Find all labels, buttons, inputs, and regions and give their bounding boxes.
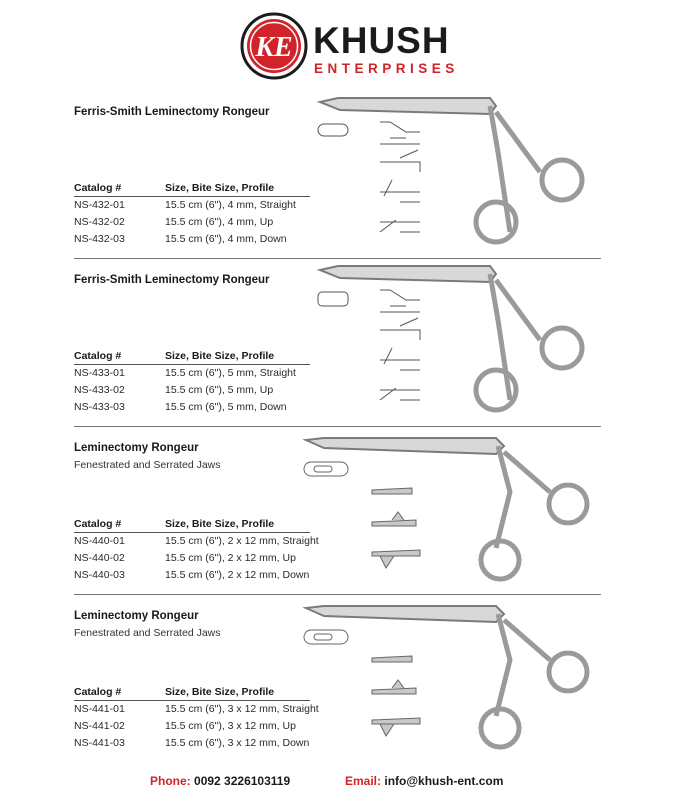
- ke-monogram-icon: [240, 12, 308, 80]
- product-section-1: [0, 100, 689, 268]
- spec-header: Size, Bite Size, Profile: [165, 518, 275, 530]
- catalog-code: NS-433-02: [74, 384, 125, 396]
- catalog-code: NS-440-01: [74, 535, 125, 547]
- spec-header: Size, Bite Size, Profile: [165, 686, 275, 698]
- catalog-code: NS-441-02: [74, 720, 125, 732]
- product-section-4: [0, 604, 689, 772]
- rongeur-illustration: [300, 600, 600, 760]
- email-address[interactable]: info@khush-ent.com: [384, 774, 504, 788]
- rongeur-icon: [300, 600, 600, 760]
- spec-text: 15.5 cm (6"), 5 mm, Up: [165, 384, 274, 396]
- email-label: Email:: [345, 774, 382, 788]
- catalog-header: Catalog #: [74, 518, 122, 530]
- rongeur-icon: [300, 92, 600, 252]
- table-row: [74, 367, 334, 383]
- spec-text: 15.5 cm (6"), 3 x 12 mm, Down: [165, 737, 310, 749]
- spec-header: Size, Bite Size, Profile: [165, 182, 275, 194]
- brand-logo[interactable]: [240, 12, 459, 82]
- section-title: Ferris-Smith Leminectomy Rongeur: [74, 274, 270, 286]
- brand-subtitle: ENTERPRISES: [314, 61, 459, 76]
- phone-label: Phone:: [150, 774, 191, 788]
- spec-text: 15.5 cm (6"), 3 x 12 mm, Straight: [165, 703, 319, 715]
- catalog-header: Catalog #: [74, 182, 122, 194]
- rongeur-illustration: [300, 432, 600, 592]
- table-row: [74, 384, 334, 400]
- brand-name: KHUSH: [313, 20, 450, 61]
- catalog-code: NS-441-01: [74, 703, 125, 715]
- table-row: [74, 737, 334, 753]
- table-row: [74, 720, 334, 736]
- section-divider: [74, 258, 601, 259]
- table-row: [74, 199, 334, 215]
- spec-text: 15.5 cm (6"), 5 mm, Straight: [165, 367, 296, 379]
- catalog-header: Catalog #: [74, 350, 122, 362]
- catalog-code: NS-433-01: [74, 367, 125, 379]
- catalog-header: Catalog #: [74, 686, 122, 698]
- spec-text: 15.5 cm (6"), 4 mm, Up: [165, 216, 274, 228]
- section-title: Leminectomy Rongeur: [74, 442, 199, 454]
- header-rule: [74, 532, 310, 533]
- table-row: [74, 216, 334, 232]
- table-row: [74, 552, 334, 568]
- section-subtitle: Fenestrated and Serrated Jaws: [74, 459, 221, 471]
- section-title: Leminectomy Rongeur: [74, 610, 199, 622]
- phone-contact[interactable]: [150, 774, 290, 788]
- spec-text: 15.5 cm (6"), 3 x 12 mm, Up: [165, 720, 296, 732]
- catalog-code: NS-440-02: [74, 552, 125, 564]
- spec-header: Size, Bite Size, Profile: [165, 350, 275, 362]
- rongeur-illustration: [300, 260, 600, 420]
- catalog-code: NS-440-03: [74, 569, 125, 581]
- email-contact[interactable]: [345, 774, 503, 788]
- table-row: [74, 569, 334, 585]
- rongeur-icon: [300, 260, 600, 420]
- catalog-code: NS-432-01: [74, 199, 125, 211]
- header-rule: [74, 364, 310, 365]
- spec-text: 15.5 cm (6"), 5 mm, Down: [165, 401, 287, 413]
- rongeur-icon: [300, 432, 600, 592]
- catalog-code: NS-441-03: [74, 737, 125, 749]
- table-row: [74, 233, 334, 249]
- phone-number[interactable]: 0092 3226103119: [194, 774, 291, 788]
- catalog-code: NS-432-03: [74, 233, 125, 245]
- header-rule: [74, 196, 310, 197]
- product-section-3: [0, 436, 689, 604]
- spec-text: 15.5 cm (6"), 4 mm, Down: [165, 233, 287, 245]
- catalog-code: NS-433-03: [74, 401, 125, 413]
- spec-text: 15.5 cm (6"), 2 x 12 mm, Up: [165, 552, 296, 564]
- contact-footer: [0, 774, 689, 792]
- section-divider: [74, 426, 601, 427]
- spec-text: 15.5 cm (6"), 4 mm, Straight: [165, 199, 296, 211]
- table-row: [74, 401, 334, 417]
- spec-text: 15.5 cm (6"), 2 x 12 mm, Straight: [165, 535, 319, 547]
- spec-text: 15.5 cm (6"), 2 x 12 mm, Down: [165, 569, 310, 581]
- section-subtitle: Fenestrated and Serrated Jaws: [74, 627, 221, 639]
- table-row: [74, 535, 334, 551]
- catalog-code: NS-432-02: [74, 216, 125, 228]
- product-section-2: [0, 268, 689, 436]
- header-rule: [74, 700, 310, 701]
- logo-monogram: KE: [255, 32, 293, 63]
- table-row: [74, 703, 334, 719]
- rongeur-illustration: [300, 92, 600, 252]
- section-divider: [74, 594, 601, 595]
- section-title: Ferris-Smith Leminectomy Rongeur: [74, 106, 270, 118]
